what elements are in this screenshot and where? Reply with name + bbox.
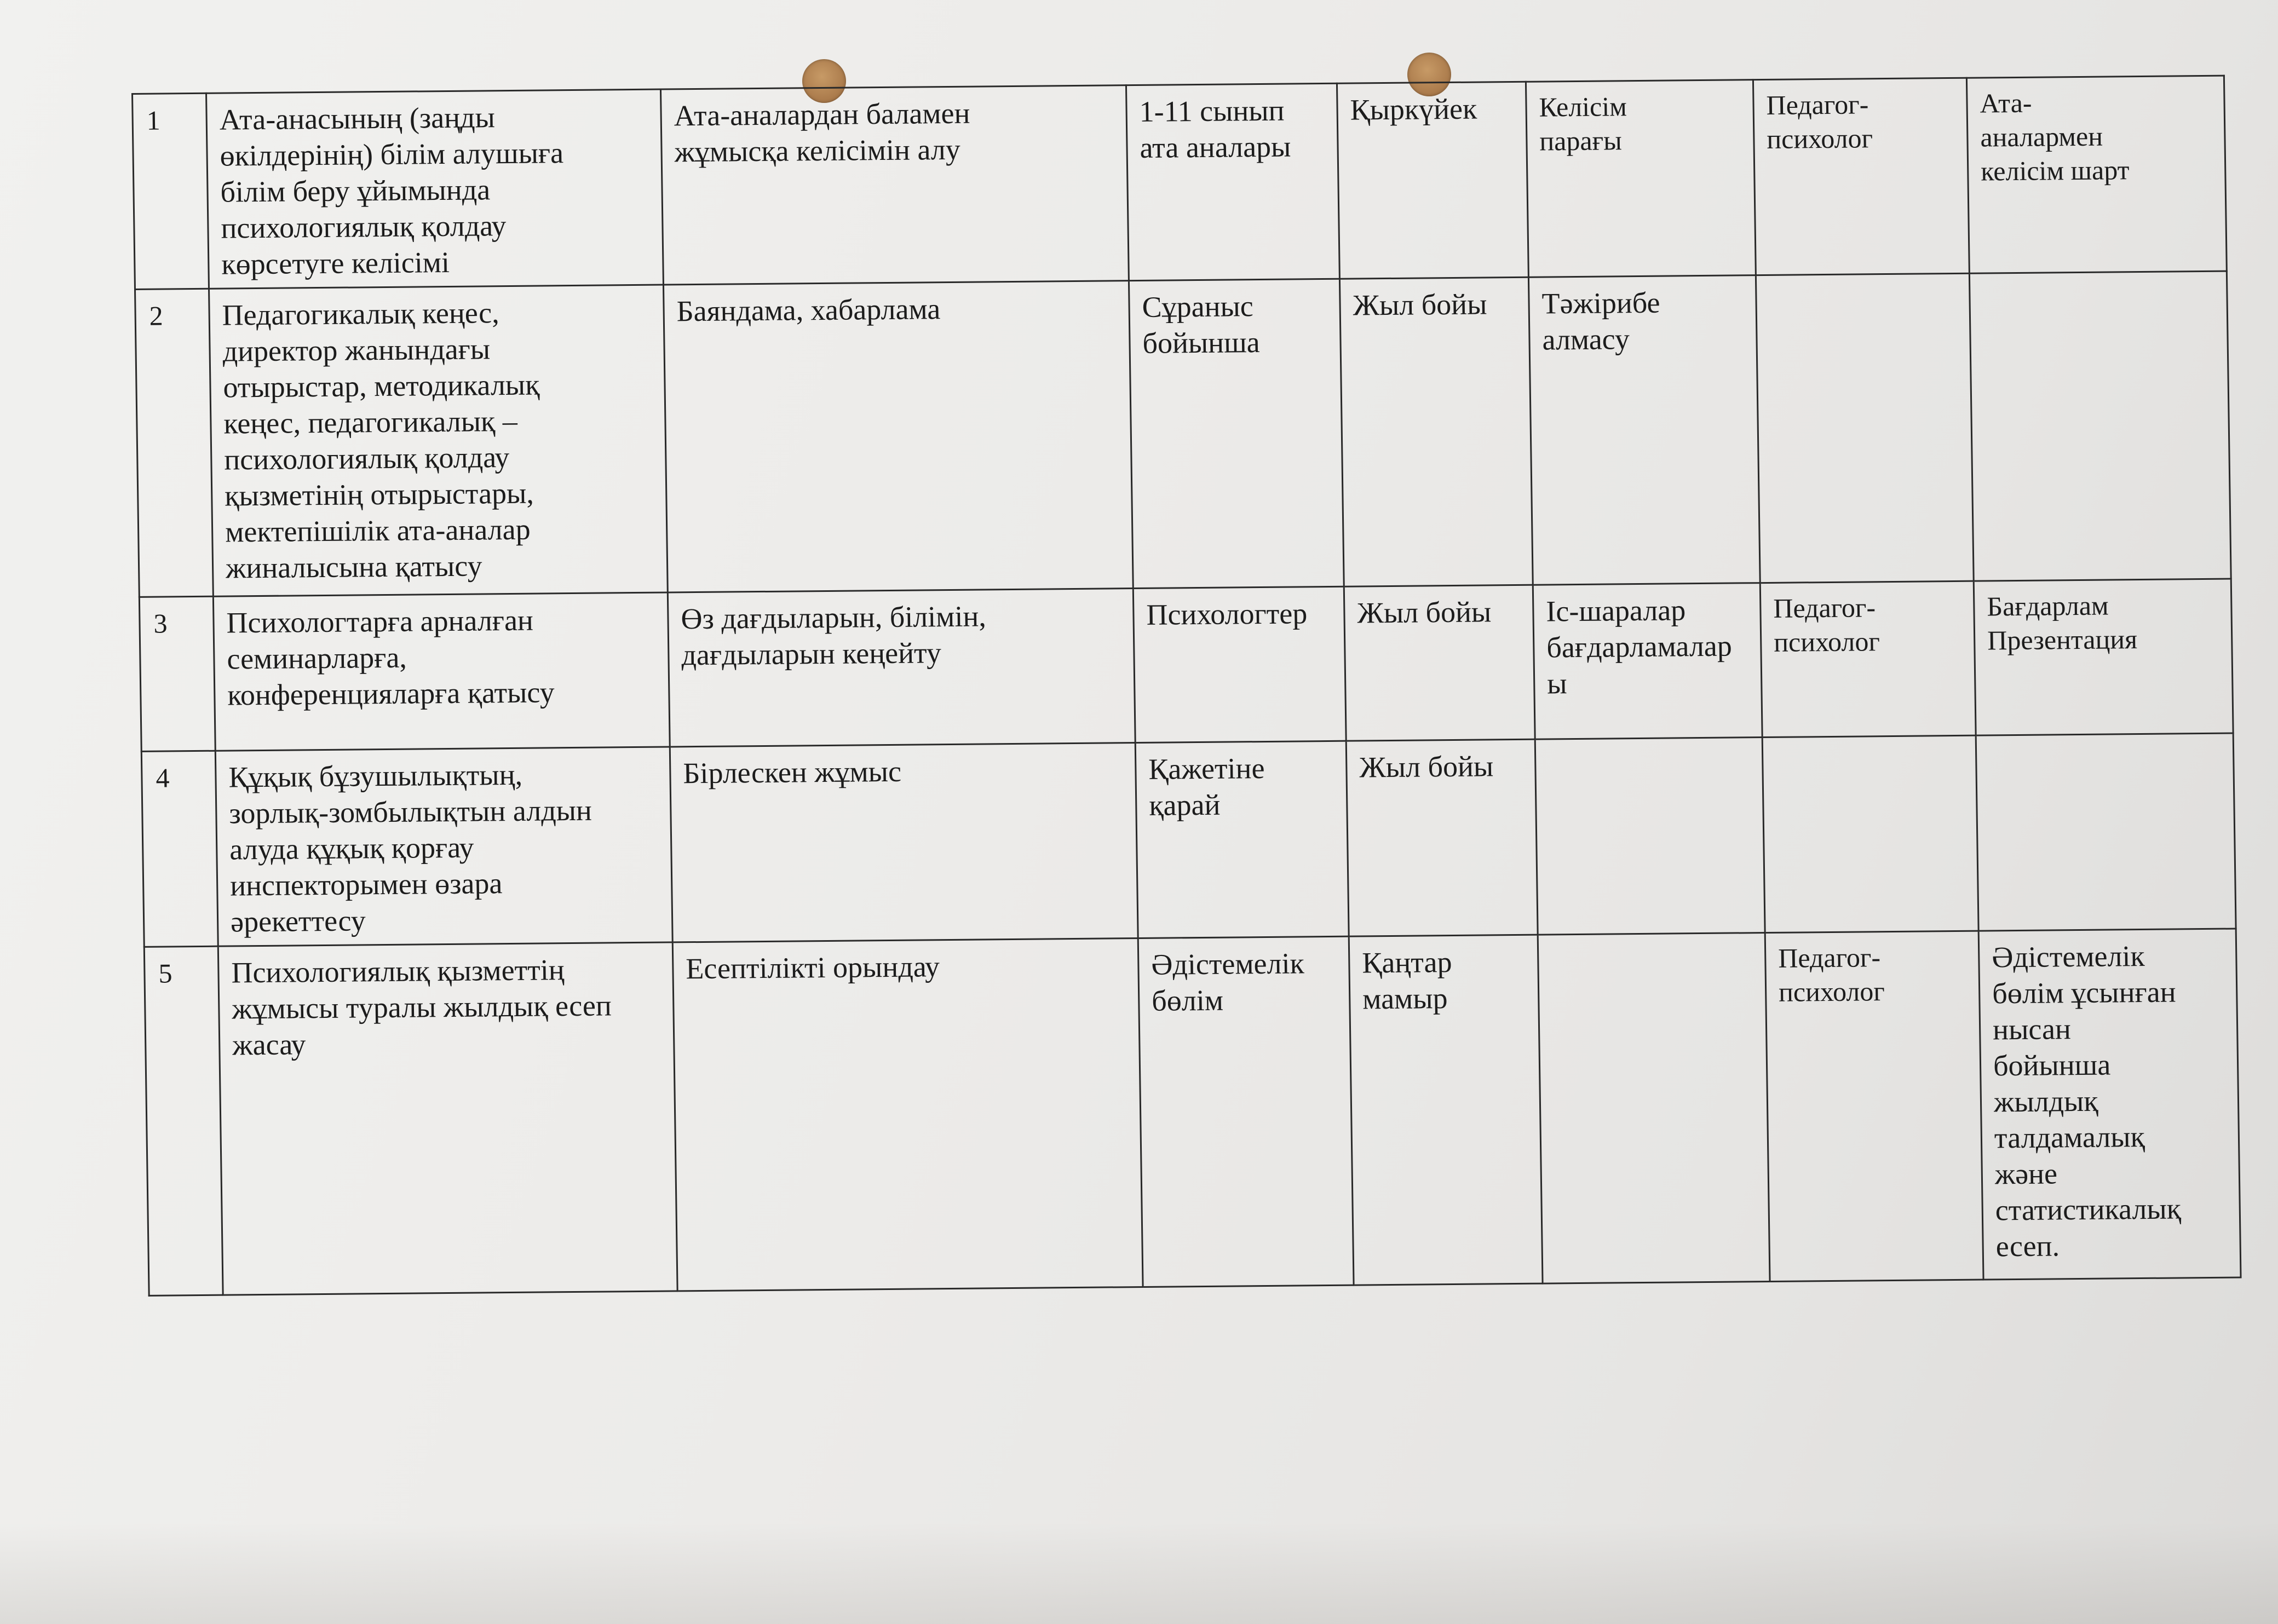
- reporting-cell: Әдістемелік бөлім ұсынған нысан бойынша жылдық талдамалық және статистикалық есеп.: [1978, 929, 2241, 1280]
- form-cell: Ата-аналардан баламен жұмысқа келісімін алу: [660, 85, 1129, 285]
- paper-shadow: [0, 1522, 2278, 1624]
- period-cell: Жыл бойы: [1346, 739, 1538, 936]
- result-cell: [1535, 738, 1765, 935]
- table-row: [141, 733, 2236, 947]
- period-cell: Жыл бойы: [1339, 277, 1533, 586]
- responsible-cell: Педагог- психолог: [1760, 581, 1976, 737]
- responsible-cell: [1756, 273, 1974, 583]
- form-cell: Өз дағдыларын, білімін, дағдыларын кеңейту: [668, 589, 1135, 747]
- responsible-cell: Педагог- психолог: [1765, 931, 1983, 1281]
- participants-cell: Психологтер: [1133, 586, 1346, 742]
- activity-cell: Психологтарға арналған семинарларға, конференцияларға қатысу: [213, 592, 670, 751]
- table-row: [133, 76, 2227, 289]
- activity-cell: Педагогикалық кеңес, директор жанындағы отырыстар, методикалық кеңес, педагогикалық – психологиялық қолдау қызметінің отырыстары, мектепішілік ата-аналар жиналысына қатысу: [209, 285, 668, 596]
- row-number: 3: [139, 596, 215, 751]
- activity-cell: Психологиялық қызметтің жұмысы туралы жылдық есеп жасау: [218, 942, 677, 1295]
- row-number: 1: [133, 93, 209, 289]
- activity-cell: Ата-анасының (заңды өкілдерінің) білім алушыға білім беру ұйымында психологиялық қолдау көрсетуге келісімі: [206, 89, 664, 289]
- participants-cell: Сұраныс бойынша: [1129, 279, 1344, 588]
- table-row: [139, 579, 2233, 751]
- period-cell: Қыркүйек: [1337, 82, 1528, 279]
- period-cell: Қаңтар мамыр: [1349, 935, 1543, 1285]
- row-number: 4: [141, 751, 218, 947]
- form-cell: Есептілікті орындау: [672, 938, 1143, 1291]
- activity-cell: Құқық бұзушылықтың, зорлық-зомбылықтын алдын алуда құқық қорғау инспекторымен өзара әрекеттесу: [215, 747, 672, 946]
- table-row: [135, 271, 2231, 597]
- result-cell: Іс-шаралар бағдарламалар ы: [1533, 583, 1762, 740]
- reporting-cell: [1969, 271, 2231, 581]
- work-plan-table: [131, 75, 2242, 1297]
- work-plan-table-wrapper: [131, 75, 2240, 1287]
- result-cell: [1538, 933, 1770, 1284]
- participants-cell: 1-11 сынып ата аналары: [1126, 83, 1339, 280]
- form-cell: Баяндама, хабарлама: [663, 281, 1133, 592]
- responsible-cell: [1762, 735, 1978, 932]
- reporting-cell: Ата- аналармен келісім шарт: [1966, 76, 2227, 273]
- result-cell: Келісім парағы: [1526, 80, 1756, 278]
- form-cell: Бірлескен жұмыс: [670, 743, 1138, 942]
- reporting-cell: Бағдарлам Презентация: [1974, 579, 2233, 735]
- participants-cell: Қажетіне қарай: [1135, 741, 1349, 938]
- result-cell: Тәжірибе алмасу: [1528, 275, 1760, 585]
- participants-cell: Әдістемелік бөлім: [1138, 936, 1354, 1287]
- row-number: 2: [135, 289, 214, 597]
- period-cell: Жыл бойы: [1344, 585, 1535, 741]
- reporting-cell: [1976, 733, 2236, 931]
- table-row: [144, 929, 2241, 1295]
- row-number: 5: [144, 946, 223, 1295]
- responsible-cell: Педагог- психолог: [1753, 78, 1969, 275]
